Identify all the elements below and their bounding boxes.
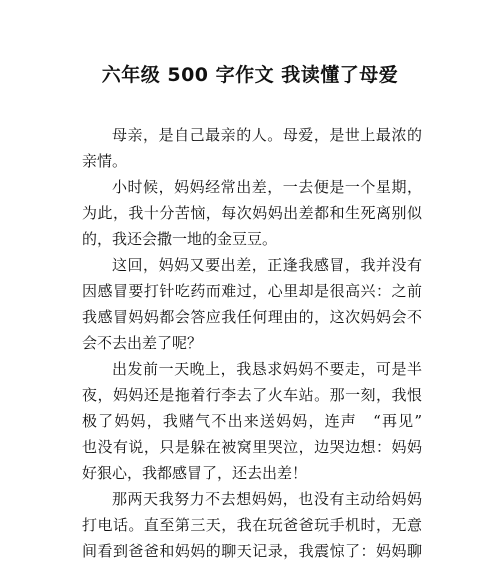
paragraph-4 (82, 356, 422, 486)
text-line: 因感冒要打针吃药而难过，心里却是很高兴：之前 (82, 282, 422, 300)
text-line: 极了妈妈，我赌气不出来送妈妈，连声 “再见” (82, 412, 422, 430)
text-line: 的，我还会撒一地的金豆豆。 (82, 230, 278, 248)
text-line: 这回，妈妈又要出差，正逢我感冒，我并没有 (112, 256, 422, 274)
text-line: 我感冒妈妈都会答应我任何理由的，这次妈妈会不 (82, 308, 422, 326)
text-line: 小时候，妈妈经常出差，一去便是一个星期， (112, 178, 422, 196)
paragraph-3 (82, 252, 422, 356)
paragraph-2 (82, 174, 422, 252)
text-line: 打电话。直至第三天，我在玩爸爸玩手机时，无意 (82, 516, 422, 534)
text-line: 间看到爸爸和妈妈的聊天记录，我震惊了：妈妈聊 (82, 542, 422, 560)
text-line: 为此，我十分苦恼，每次妈妈出差都和生死离别似 (82, 204, 422, 222)
text-line: 会不去出差了呢？ (82, 334, 203, 352)
paragraph-1 (82, 122, 422, 174)
document-body (82, 122, 422, 564)
paragraph-5 (82, 486, 422, 564)
text-line: 亲情。 (82, 152, 128, 170)
text-line: 那两天我努力不去想妈妈，也没有主动给妈妈 (112, 490, 422, 508)
text-line: 也没有说，只是躲在被窝里哭泣，边哭边想：妈妈 (82, 438, 422, 456)
text-line: 好狠心，我都感冒了，还去出差！ (82, 464, 308, 482)
text-line: 母亲，是自己最亲的人。母爱，是世上最浓的 (112, 126, 422, 144)
text-line: 夜，妈妈还是拖着行李去了火车站。那一刻，我恨 (82, 386, 422, 404)
text-line: 出发前一天晚上，我恳求妈妈不要走，可是半 (112, 360, 422, 378)
document-title: 六年级 500 字作文 我读懂了母爱 (101, 64, 399, 86)
